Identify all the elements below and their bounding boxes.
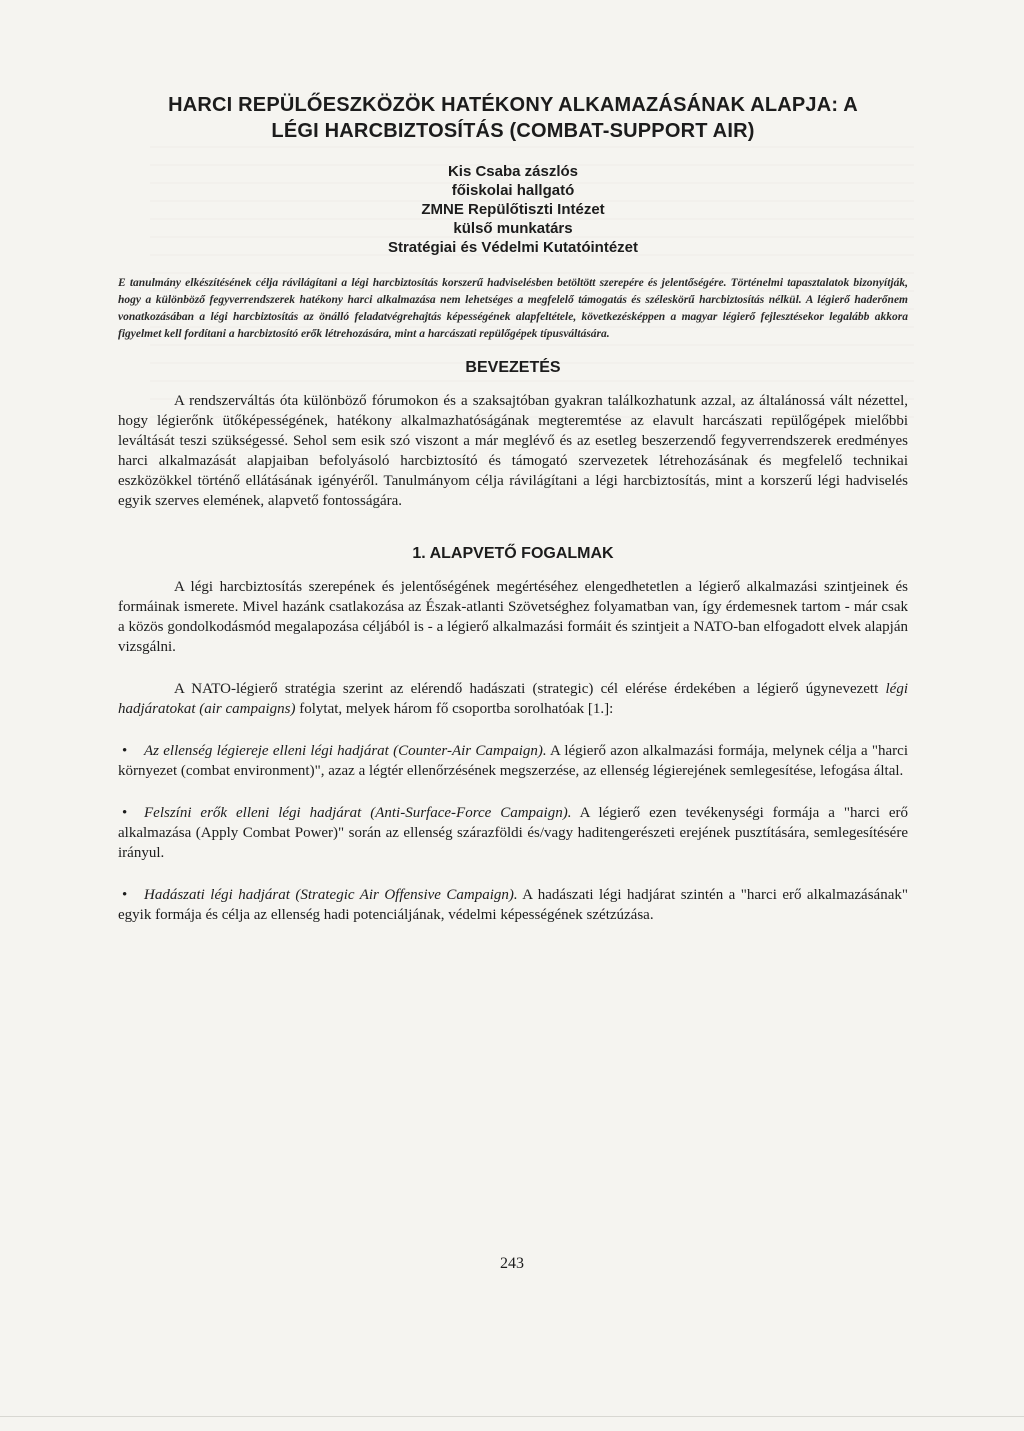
list-item-term: Az ellenség légiereje elleni légi hadjárat (Counter-Air Campaign). (144, 743, 547, 759)
para2-text-before: A NATO-légierő stratégia szerint az elérendő hadászati (strategic) cél elérése érdekében a légierő úgynevezett (174, 681, 886, 697)
section1-paragraph-1: A légi harcbiztosítás szerepének és jelentőségének megértéséhez elengedhetetlen a légierő alkalmazási szintjeinek és formáinak ismerete. Mivel hazánk csatlakozása az Észak-atlanti Szövetséghez folyamatban van, így érdemesnek tartom - már csak a közös gondolkodásmód megalapozása céljából is - a légierő alkalmazási formáit és szintjeit a NATO-ban elfogadott elvek alapján vizsgálni. (118, 579, 908, 655)
list-item-term: Felszíni erők elleni légi hadjárat (Anti-Surface-Force Campaign). (144, 805, 572, 821)
bullet-icon: • (122, 805, 128, 821)
list-item (118, 803, 908, 863)
author-line: Stratégiai és Védelmi Kutatóintézet (387, 239, 639, 256)
list-item-text: A légierő azon alkalmazási formája, melynek célja a "harci környezet (combat environment)", azaz a légtér ellenőrzésének megszerzése, az ellenség légierejének semlegesítése, lefogása által. (118, 743, 908, 779)
section1-paragraph-2 (118, 679, 908, 719)
section-heading-1: 1. ALAPVETŐ FOGALMAK (412, 545, 614, 562)
section-heading-intro: BEVEZETÉS (465, 359, 561, 376)
author-line: ZMNE Repülőtiszti Intézet (421, 201, 605, 218)
title-line-2: LÉGI HARCBIZTOSÍTÁS (COMBAT-SUPPORT AIR) (271, 120, 755, 142)
para2-text-after: folytat, melyek három fő csoportba sorolhatóak [1.]: (295, 701, 614, 717)
author-line: főiskolai hallgató (451, 182, 575, 199)
author-line: Kis Csaba zászlós (447, 163, 579, 180)
para2-italic-term: légi hadjáratokat (air campaigns) (118, 681, 908, 717)
abstract: E tanulmány elkészítésének célja rávilágítani a légi harcbiztosítás korszerű hadviselésben betöltött szerepére és jelentőségére. Történelmi tapasztalatok bizonyítják, hogy a különböző fegyverrendszerek hatékony harci alkalmazása nem lehetséges a megfelelő támogatás és széleskörű harcbiztosítás nélkül. A légierő haderőnem vonatkozásában a légi harcbiztosítás az önálló feladatvégrehajtás képességének alapfeltétele, következésképpen a magyar légierő fejlesztésekor legalább akkora figyelmet kell fordítani a harcbiztosító erők létrehozására, mint a harcászati repülőgépek típusváltására. (118, 277, 908, 340)
intro-paragraph: A rendszerváltás óta különböző fórumokon és a szaksajtóban gyakran találkozhatunk azzal, az általánossá vált nézettel, hogy légierőnk ütőképességének, hatékony alkalmazhatóságának megteremtése az elavult harcászati repülőgépek mielőbbi leváltását teszi szükségessé. Sehol sem esik szó viszont a már meglévő és az esetleg beszerzendő fegyverrendszerek eredményes harci alkalmazását alapjaiban befolyásoló harcbiztosító és támogató szervezetek létrehozásának és megfelelő technikai eszközökkel történő ellátásának igényéről. Tanulmányom célja rávilágítani a légi harcbiztosítás, mint a korszerű légi hadviselés egyik szerves elemének, alapvető fontosságára. (118, 393, 908, 509)
bullet-icon: • (122, 743, 128, 759)
campaign-list (118, 741, 908, 925)
list-item-term: Hadászati légi hadjárat (Strategic Air Offensive Campaign). (144, 887, 518, 903)
list-item (118, 741, 908, 781)
author-block (118, 162, 908, 257)
page-number: 243 (500, 1255, 524, 1272)
scan-edge-line (0, 1416, 1024, 1417)
paper-title (118, 92, 908, 144)
title-line-1: HARCI REPÜLŐESZKÖZÖK HATÉKONY ALKAMAZÁSÁNAK ALAPJA: A (168, 94, 858, 116)
page-content (118, 92, 908, 947)
bullet-icon: • (122, 887, 128, 903)
list-item (118, 885, 908, 925)
author-line: külső munkatárs (453, 220, 573, 237)
list-item-text: A légierő ezen tevékenységi formája a "harci erő alkalmazása (Apply Combat Power)" során az ellenség szárazföldi és/vagy haditengerészeti erejének pusztítására, semlegesítésére irányul. (118, 805, 909, 861)
list-item-text: A hadászati légi hadjárat szintén a "harci erő alkalmazásának" egyik formája és célja az ellenség hadi potenciáljának, védelmi képességének szétzúzása. (118, 887, 908, 923)
